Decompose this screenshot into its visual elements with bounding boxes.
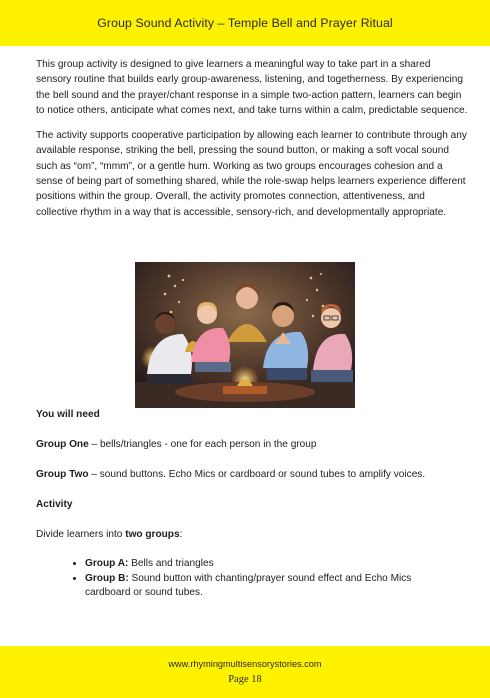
group-a-text: Bells and triangles xyxy=(128,558,214,569)
page-title: Group Sound Activity – Temple Bell and Prayer Ritual xyxy=(97,15,393,30)
group-b-label: Group B: xyxy=(85,572,129,584)
activity-intro-text: Divide learners into xyxy=(36,529,126,540)
activity-intro-end: : xyxy=(179,529,183,540)
intro-section xyxy=(36,57,468,220)
group-b-text: Sound button with chanting/prayer sound effect and Echo Mics cardboard or sound tubes. xyxy=(85,572,412,599)
page-footer xyxy=(0,646,490,698)
intro-paragraph-2: The activity supports cooperative participation by allowing each learner to contribute through any available response, striking the bell, pressing the sound button, or making a soft vocal sound such as “om”, “mmm”, or a gentle hum. Working as two groups encourages cohesion and a sense of being part of something shared, while the role-swap helps learners experience different positions within the group. Overall, the activity promotes connection, attentiveness, and collective rhythm in a way that is accessible, sensory-rich, and developmentally appropriate. xyxy=(36,130,467,218)
group-a-label: Group A: xyxy=(85,558,129,569)
page-number: Page 18 xyxy=(228,674,262,685)
activity-intro-bold: two groups xyxy=(125,529,180,540)
page-header xyxy=(0,0,490,46)
footer-url: www.rhymingmultisensorystories.com xyxy=(168,659,322,669)
group-two-label: Group Two xyxy=(36,469,89,480)
group-two-text: – sound buttons. Echo Mics or cardboard or sound tubes to amplify voices. xyxy=(88,469,426,480)
list-item-group-b xyxy=(85,572,445,601)
group-list xyxy=(72,557,445,601)
intro-paragraph-1: This group activity is designed to give learners a meaningful way to take part in a shared sensory routine that builds early group-awareness, listening, and togetherness. By experiencing the bell sound and the prayer/chant response in a simple two-action pattern, learners can begin to notice others, anticipate what comes next, and take turns within a calm, predictable sequence. xyxy=(36,59,468,116)
group-one-text: – bells/triangles - one for each person in the group xyxy=(88,439,317,450)
activity-intro-line xyxy=(36,529,182,540)
group-one-line xyxy=(36,439,317,450)
group-one-label: Group One xyxy=(36,439,89,450)
you-will-need-heading: You will need xyxy=(36,409,100,420)
activity-photo xyxy=(135,262,355,408)
list-item-group-a xyxy=(85,557,445,572)
group-two-line xyxy=(36,469,425,480)
activity-heading: Activity xyxy=(36,499,73,510)
photo-children-circle-with-bell-icon xyxy=(135,262,355,408)
